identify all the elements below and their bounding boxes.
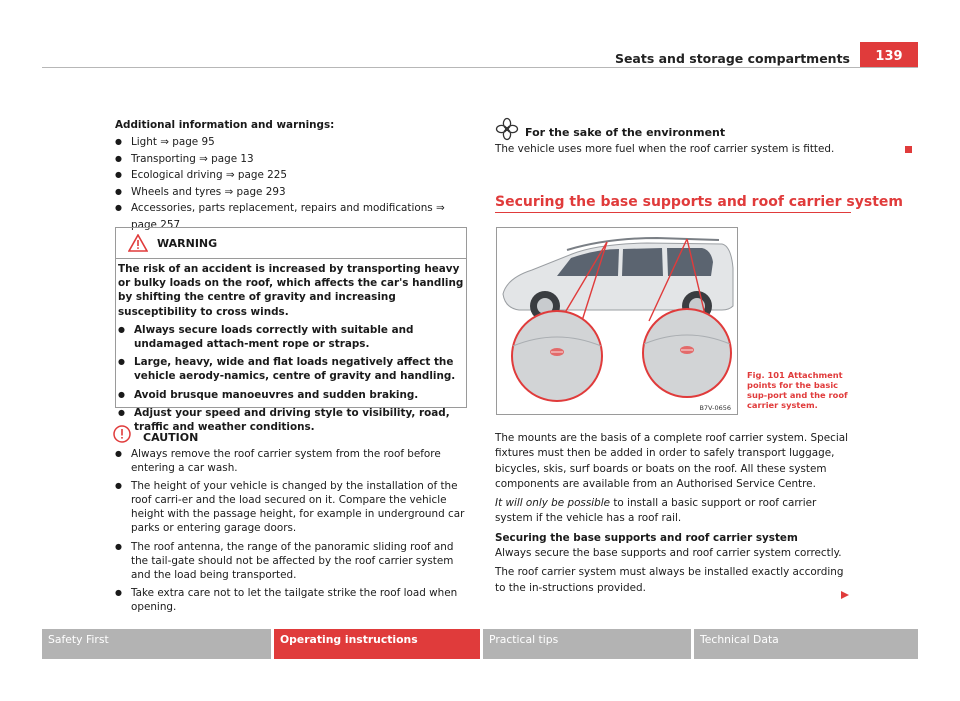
figure-caption: Fig. 101 Attachment points for the basic sup-port and the roof carrier system. xyxy=(747,370,848,410)
running-header-title: Seats and storage compartments xyxy=(614,51,850,66)
list-item: ● Wheels and tyres ⇒ page 293 xyxy=(115,184,470,201)
list-item: ● Ecological driving ⇒ page 225 xyxy=(115,167,470,184)
environment-flower-icon xyxy=(495,117,519,141)
footer-tab-technical-data[interactable]: Technical Data xyxy=(694,629,918,659)
list-item: ● Large, heavy, wide and flat loads negatively affect the vehicle aerody-namics, centre of gravity and handling. xyxy=(118,355,464,383)
figure-code: B7V-0656 xyxy=(699,404,731,412)
header-rule xyxy=(42,67,918,68)
list-item: ● Accessories, parts replacement, repairs and modifications ⇒ page 257 xyxy=(115,200,470,233)
info-list xyxy=(115,134,470,233)
continue-arrow-icon xyxy=(840,590,850,600)
car-roof-attachment-illustration xyxy=(497,228,738,415)
warning-header xyxy=(116,228,466,259)
paragraph: The mounts are the basis of a complete roof carrier system. Special fixtures must then be added in order to safely transport luggage, bicycles, skis, surf boards or boats on the roof. All these system components are available from an Authorised Service Centre. xyxy=(495,432,848,490)
sub-heading: Securing the base supports and roof carrier system xyxy=(495,531,798,544)
paragraph: The roof carrier system must always be installed exactly according to the in-structions provided. xyxy=(495,566,844,594)
environment-title: For the sake of the environment xyxy=(525,126,726,139)
paragraph: It will only be possible to install a basic support or roof carrier system if the vehicle has a roof rail. xyxy=(495,497,817,525)
warning-body xyxy=(118,262,464,434)
section-title: Securing the base supports and roof carrier system xyxy=(495,194,903,210)
list-item: ● Always secure loads correctly with suitable and undamaged attach-ment rope or straps. xyxy=(118,323,464,351)
list-item: ● Avoid brusque manoeuvres and sudden braking. xyxy=(118,388,464,402)
figure-image xyxy=(496,227,738,415)
list-item: ● The roof antenna, the range of the panoramic sliding roof and the tail-gate should not be affected by the roof carrier system and the load being transported. xyxy=(115,540,470,582)
list-item: ● Light ⇒ page 95 xyxy=(115,134,470,151)
warning-intro: The risk of an accident is increased by transporting heavy or bulky loads on the roof, which affects the car's handling by shifting the centre of gravity and increasing susceptibility to cross winds. xyxy=(118,263,464,318)
emphasis-text: It will only be possible xyxy=(495,497,611,510)
environment-text: The vehicle uses more fuel when the roof carrier system is fitted. xyxy=(495,143,835,155)
caution-title: CAUTION xyxy=(143,431,199,444)
paragraph: Always secure the base supports and roof carrier system correctly. xyxy=(495,547,842,560)
list-item: ● Adjust your speed and driving style to visibility, road, traffic and weather conditions. xyxy=(118,406,464,434)
page-number: 139 xyxy=(860,42,918,68)
section-rule xyxy=(495,212,851,213)
list-item: ● Transporting ⇒ page 13 xyxy=(115,151,470,168)
caution-list xyxy=(115,447,470,614)
warning-triangle-icon xyxy=(128,234,148,252)
caution-icon xyxy=(113,425,131,443)
footer-tab-practical-tips[interactable]: Practical tips xyxy=(483,629,691,659)
list-item: ● The height of your vehicle is changed by the installation of the roof carri-er and the load secured on it. Compare the vehicle height with the passage height, for example in underground car parks or entering garage doors. xyxy=(115,479,470,535)
footer-tab-safety-first[interactable]: Safety First xyxy=(42,629,271,659)
warning-box xyxy=(115,227,467,434)
right-body xyxy=(495,431,855,596)
warning-title: WARNING xyxy=(157,237,218,250)
section-end-marker xyxy=(905,146,912,153)
footer-tab-operating-instructions[interactable]: Operating instructions xyxy=(274,629,480,659)
list-item: ● Always remove the roof carrier system from the roof before entering a car wash. xyxy=(115,447,470,475)
list-item: ● Take extra care not to let the tailgate strike the roof load when opening. xyxy=(115,586,470,614)
info-heading: Additional information and warnings: xyxy=(115,119,335,131)
